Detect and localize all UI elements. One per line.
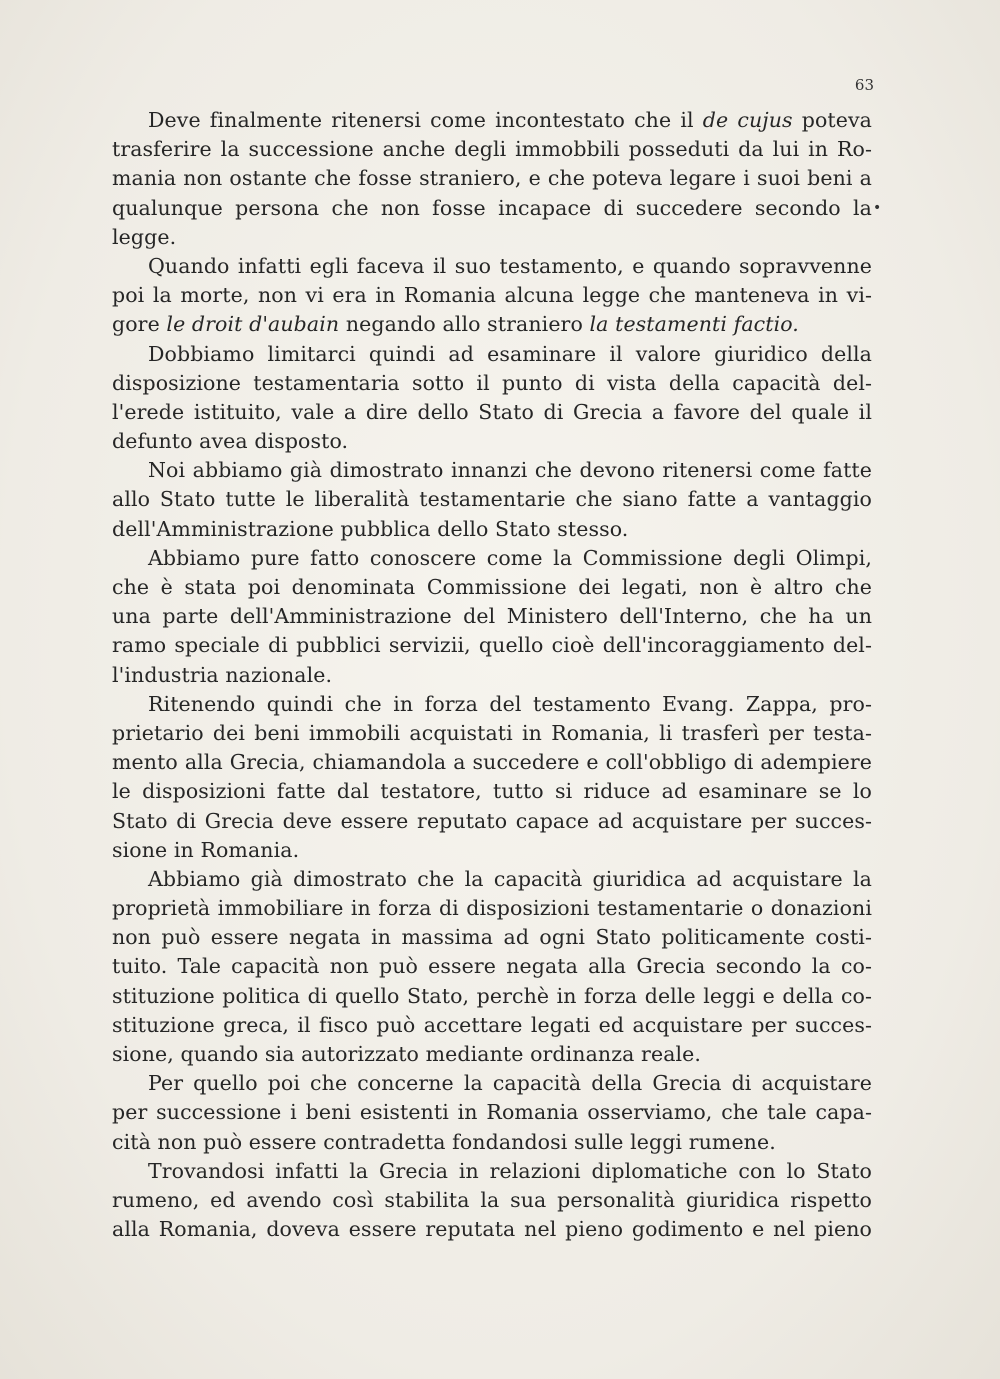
text-line [112,748,872,777]
text-segment: sione, quando sia autorizzato mediante ordinanza reale. [112,1042,702,1066]
text-segment: Ritenendo quindi che in forza del testamento Evang. Zappa, pro- [148,691,872,716]
text-line [112,427,872,456]
text-line [112,281,872,310]
text-segment: ramo speciale di pubblici servizii, quello cioè dell'incoraggiamento del- [112,633,872,658]
text-line [112,135,872,164]
text-segment: mania non ostante che fosse straniero, e che poteva legare i suoi beni a [112,166,872,191]
margin-mark: • [873,200,882,216]
text-line [112,807,872,836]
text-segment: allo Stato tutte le liberalità testamentarie che siano fatte a vantaggio [112,487,872,512]
text-line [112,485,872,514]
text-line [112,661,872,690]
text-line [112,1128,872,1157]
text-line [112,456,872,485]
text-line [112,310,872,339]
text-line [112,952,872,981]
text-segment: l'industria nazionale. [112,662,333,687]
text-line [112,340,872,369]
text-segment: Deve finalmente ritenersi come incontestato che il [148,108,703,132]
text-segment: Noi abbiamo già dimostrato innanzi che devono ritenersi come fatte [148,458,872,483]
text-line [112,1069,872,1098]
text-line [112,194,872,223]
text-segment: sione in Romania. [112,837,300,862]
text-segment: defunto avea disposto. [112,429,349,454]
text-segment: Trovandosi infatti la Grecia in relazioni diplomatiche con lo Stato [148,1158,872,1183]
text-segment: trasferire la successione anche degli immobbili posseduti da lui in Ro- [112,137,872,162]
text-segment: una parte dell'Amministrazione del Ministero dell'Interno, che ha un [112,604,872,629]
text-line [112,690,872,719]
text-line [112,515,872,544]
text-segment: proprietà immobiliare in forza di disposizioni testamentarie o donazioni [112,896,872,921]
text-line [112,1157,872,1186]
text-segment: le disposizioni fatte dal testatore, tutto si riduce ad esaminare se lo [112,779,872,804]
text-line [112,836,872,865]
text-segment: disposizione testamentaria sotto il punto di vista della capacità del- [112,370,872,395]
text-segment: per successione i beni esistenti in Romania osserviamo, che tale capa- [112,1100,872,1125]
text-segment: legge. [112,224,177,249]
text-line [112,1011,872,1040]
text-segment: mento alla Grecia, chiamandola a succedere e coll'obbligo di adempiere [112,750,872,775]
text-line [112,1215,872,1244]
italic-text: la testamenti factio. [589,312,799,337]
text-line [112,865,872,894]
text-line [112,602,872,631]
text-line [112,223,872,252]
text-segment: qualunque persona che non fosse incapace di succedere secondo la [112,195,872,220]
text-segment: non può essere negata in massima ad ogni Stato politicamente costi- [112,925,872,950]
text-line [112,252,872,281]
page-number: 63 [854,76,874,94]
text-segment: prietario dei beni immobili acquistati in Romania, li trasferì per testa- [112,720,872,745]
text-segment: Dobbiamo limitarci quindi ad esaminare il valore giuridico della [148,341,872,366]
text-line [112,1040,872,1069]
text-segment: Abbiamo già dimostrato che la capacità giuridica ad acquistare la [148,866,872,891]
text-line [112,573,872,602]
text-segment: Per quello poi che concerne la capacità della Grecia di acquistare [148,1071,872,1096]
text-segment: poi la morte, non vi era in Romania alcuna legge che manteneva in vi- [112,283,872,308]
text-line [112,631,872,660]
text-line [112,164,872,193]
text-segment: stituzione politica di quello Stato, perchè in forza delle leggi e della co- [112,983,872,1008]
text-segment: negando allo straniero [339,312,590,337]
text-segment: dell'Amministrazione pubblica dello Stato stesso. [112,516,629,541]
text-line [112,894,872,923]
text-line [112,1186,872,1215]
text-line [112,719,872,748]
text-segment: l'erede istituito, vale a dire dello Stato di Grecia a favore del quale il [112,399,872,424]
text-segment: stituzione greca, il fisco può accettare legati ed acquistare per succes- [112,1012,872,1037]
text-segment: poteva [792,108,872,132]
text-line [112,398,872,427]
text-segment: gore [112,312,167,337]
text-line [112,106,872,135]
text-segment: cità non può essere contradetta fondandosi sulle leggi rumene. [112,1129,776,1154]
text-line [112,982,872,1011]
text-segment: Stato di Grecia deve essere reputato capace ad acquistare per succes- [112,808,872,833]
body-text [112,106,872,1244]
text-segment: alla Romania, doveva essere reputata nel pieno godimento e nel pieno [112,1217,872,1242]
text-line [112,369,872,398]
italic-text: de cujus [702,108,793,132]
text-segment: Abbiamo pure fatto conoscere come la Commissione degli Olimpi, [148,545,872,570]
italic-text: le droit d'aubain [166,312,340,337]
text-line [112,544,872,573]
text-segment: Quando infatti egli faceva il suo testamento, e quando sopravvenne [148,253,872,278]
text-segment: che è stata poi denominata Commissione dei legati, non è altro che [112,575,872,599]
text-segment: rumeno, ed avendo così stabilita la sua personalità giuridica rispetto [112,1187,872,1212]
text-line [112,1098,872,1127]
text-line [112,777,872,806]
text-line [112,923,872,952]
text-segment: tuito. Tale capacità non può essere negata alla Grecia secondo la co- [112,954,872,979]
